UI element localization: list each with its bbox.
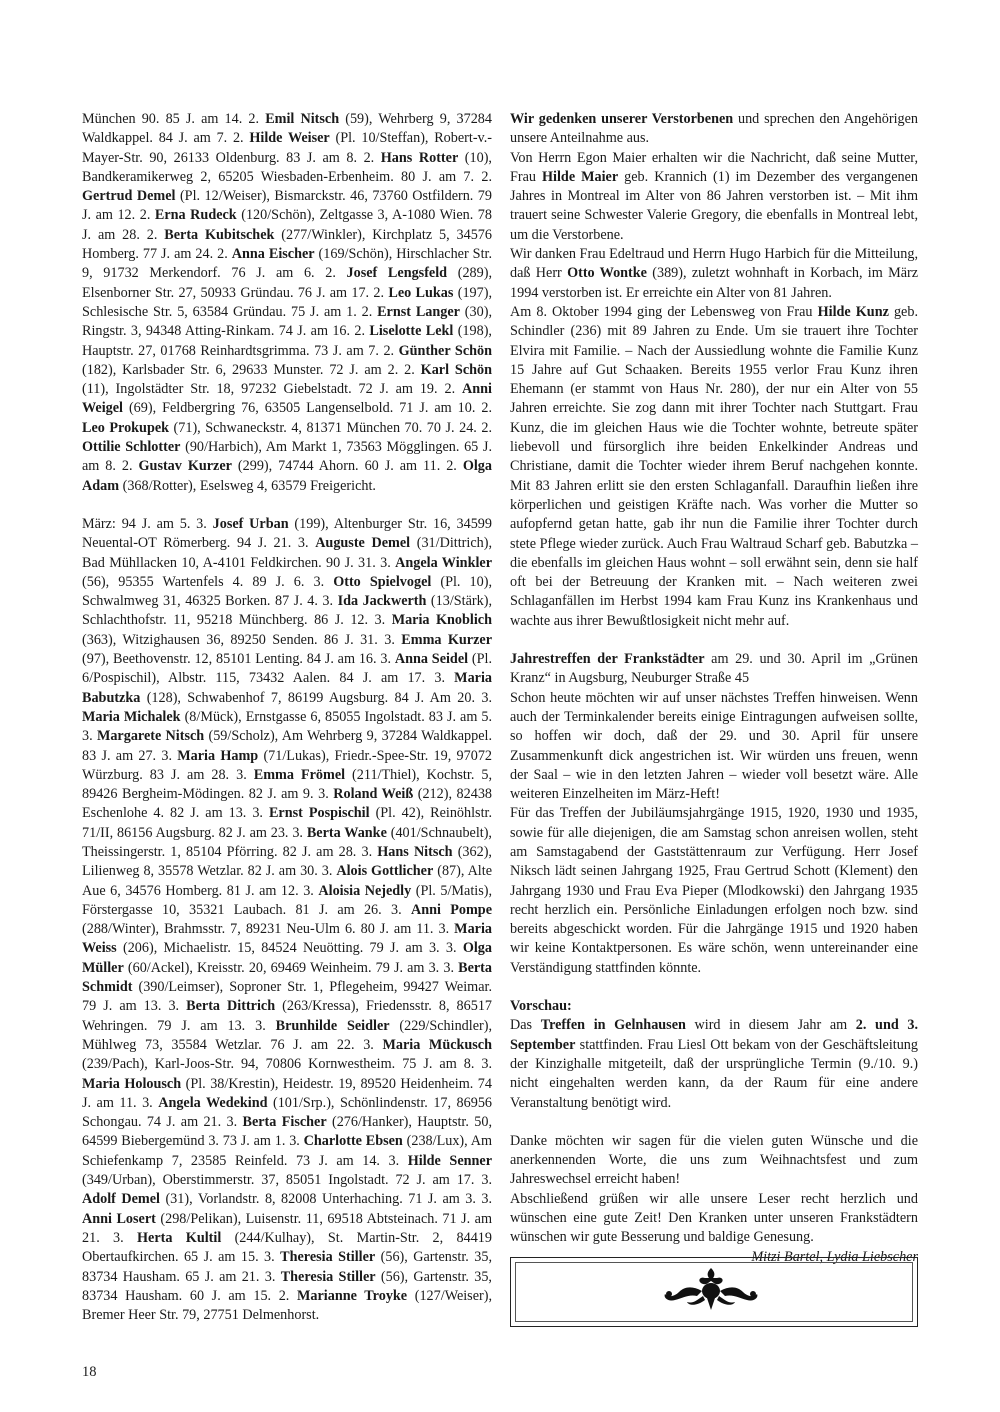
text-run: (128), Schwabenhof 7, 86199 Augsburg. 84 J. Am 20. 3. — [140, 689, 492, 706]
bold-name: Roland Weiß — [333, 786, 414, 803]
text-run: (368/Rotter), Eselsweg 4, 63579 Freigericht. — [119, 477, 376, 494]
text-run: (71), Schwaneckstr. 4, 81371 München 70. 70 J. 24. 2. — [169, 419, 492, 436]
text-run: (206), Michaelistr. 15, 84524 Neuötting. 79 J. am 3. 3. — [116, 940, 463, 957]
bold-name: Theresia Stiller — [280, 1249, 376, 1266]
bold-name: Margarete Nitsch — [96, 728, 205, 745]
bold-name: Anna Eischer — [231, 246, 315, 263]
bold-name: Otto Wontke — [567, 265, 647, 282]
text-run: (362), Lilienweg 8, 35578 Wetzlar. 82 J. am 30. 3. — [82, 843, 492, 880]
text-run: am 29. und 30. April im „Grünen Kranz“ in Augsburg, Neuburger Straße 45 — [510, 651, 918, 687]
bold-name: Brunhilde Seidler — [275, 1017, 390, 1034]
jubilee-text — [510, 804, 918, 978]
bold-name: Jahrestreffen der Frankstädter — [510, 651, 705, 668]
text-run: Für das Treffen der Jubiläumsjahrgänge 1915, 1920, 1930 und 1935, sowie für alle diejenigen, die am Samstag schon anreisen wollen, steht am Samstagabend der Gaststättenraum zur Verfügung. Herr Josef Niksch lädt seinen Jahrgang 1925, Frau Gertrud Schott (Klement) den Jahrgang 1930 und Frau Eva Pieper (Mlodkowski) den Jahrgang 1935 recht herzlich ein. Persönliche Einladungen erfolgen noch bzw. sind bereits abgeschickt worden. Für die Jahrgänge 1915 und 1920 haben wir keine Kontaktpersonen. Es wäre schön, wenn untereinander eine Verständigung stattfinden könnte. — [510, 805, 918, 976]
bold-name: Ernst Langer — [377, 303, 460, 320]
text-run: (69), Feldbergring 76, 63505 Langenselbold. 71 J. am 10. 2. — [122, 400, 492, 417]
text-run: (298/Pelikan), Luisenstr. 11, 69518 Abtsteinach. 71 J. am 21. 3. — [82, 1210, 492, 1246]
text-run: (30), Ringstr. 3, 94348 Atting-Rinkam. 74 J. am 16. 2. — [82, 303, 492, 340]
bold-name: Günther Schön — [398, 342, 492, 359]
text-run: (212), 82438 Eschenlohe 4. 82 J. am 13. 3. — [82, 786, 493, 822]
text-run: Am 8. Oktober 1994 ging der Lebensweg von Frau — [510, 303, 818, 320]
bold-name: Maria Michalek — [82, 708, 181, 725]
text-run: (59/Scholz), Am Wehrberg 9, 37284 Waldkappel. 83 J. am 27. 3. — [82, 728, 493, 764]
bold-name: Treffen in Gelnhausen — [540, 1017, 686, 1034]
bold-name: Anni Pompe — [410, 901, 492, 918]
text-run: (101/Srp.), Schönlindenstr. 17, 86956 Schongau. 74 J. am 21. 3. — [82, 1094, 493, 1131]
text-run: und sprechen den Angehörigen unsere Anteilnahme aus. — [510, 111, 918, 147]
text-run: Schon heute möchten wir auf unser nächstes Treffen hinweisen. Wenn auch der Terminkalender bereits einige Eintragungen aufweisen sollte, so hoffen wir doch, daß der 29. und 30. April für unsere Zusammenkunft dick angestrichen ist. Wir würden uns freuen, wenn der Saal – wie in den letzten Jahren – wieder voll besetzt wäre. Alle weiteren Einzelheiten im März-Heft! — [510, 689, 918, 803]
bold-name: Maria Weiss — [82, 921, 492, 957]
text-run: (229/Schindler), Mühlweg 73, 35584 Wetzlar. 76 J. am 22. 3. — [82, 1017, 493, 1053]
text-run: (Pl. 38/Krestin), Heidestr. 19, 89520 Heidenheim. 74 J. am 11. 3. — [82, 1075, 492, 1111]
bold-name: Hilde Kunz — [817, 303, 889, 320]
text-run: (276/Hanker), Hauptstr. 50, 64599 Biebergemünd 3. 73 J. am 1. 3. — [82, 1114, 492, 1150]
bold-name: Maria Knoblich — [391, 612, 492, 629]
text-run: (363), Witzighausen 36, 89250 Senden. 86 J. 31. 3. — [82, 631, 402, 648]
bold-name: Herta Kultil — [137, 1229, 222, 1246]
bold-name: Hilde Senner — [407, 1152, 492, 1169]
bold-name: Olga Adam — [82, 458, 492, 494]
bold-name: Anni Weigel — [82, 381, 492, 417]
text-run: (31/Dittrich), Bad Mühllacken 10, A-4101 Feldkirchen. 90 J. 31. 3. — [82, 535, 492, 571]
text-run: (8/Mück), Ernstgasse 6, 85055 Ingolstadt. 83 J. am 5. 3. — [82, 708, 492, 745]
text-run: (198), Hauptstr. 27, 01768 Reinhardtsgrimma. 73 J. am 7. 2. — [82, 323, 492, 359]
text-run: (199), Altenburger Str. 16, 34599 Neuental-OT Römerberg. 94 J. 21. 3. — [82, 515, 492, 552]
bold-name: Alois Gottlicher — [336, 863, 434, 880]
text-run: (13/Stärk), Schlachthofstr. 11, 95218 Münchberg. 86 J. 12. 3. — [82, 593, 492, 629]
bold-name: Berta Kubitschek — [164, 226, 275, 243]
text-run: (11), Ingolstädter Str. 18, 97232 Giebelstadt. 72 J. am 19. 2. — [82, 381, 463, 398]
bold-name: Berta Wanke — [306, 824, 387, 841]
text-run: Wir danken Frau Edeltraud und Herrn Hugo Harbich für die Mitteilung, daß Herr — [510, 246, 918, 282]
bold-name: Olga Müller — [82, 940, 492, 976]
page-number: 18 — [82, 1364, 97, 1380]
text-run: (277/Winkler), Kirchplatz 5, 34576 Homberg. 77 J. am 24. 2. — [82, 226, 492, 263]
text-run: (56), 95355 Wartenfels 4. 89 J. 6. 3. — [82, 573, 334, 590]
bold-name: Ida Jackwerth — [337, 593, 427, 610]
text-run: (299), 74744 Ahorn. 60 J. am 11. 2. — [231, 458, 463, 475]
bold-name: Vorschau: — [510, 998, 572, 1015]
text-run: München 90. 85 J. am 14. 2. — [82, 111, 266, 127]
bold-name: Wir gedenken unserer Verstorbenen — [510, 111, 734, 127]
right-column — [510, 110, 918, 1267]
text-run: (244/Kulhay), St. Martin-Str. 2, 84419 Obertaufkirchen. 65 J. am 15. 3. — [82, 1229, 492, 1266]
bold-name: Josef Lengsfeld — [346, 265, 448, 282]
text-run: Von Herrn Egon Maier erhalten wir die Nachricht, daß seine Mutter, Frau — [510, 149, 918, 185]
bold-name: Gustav Kurzer — [138, 458, 232, 475]
bold-name: Ottilie Schlotter — [82, 439, 181, 456]
birthday-list-february — [82, 110, 492, 496]
text-run: (Pl. 10/Steffan), Robert-v.-Mayer-Str. 90, 26133 Oldenburg. 83 J. am 8. 2. — [82, 130, 493, 166]
text-run: Danke möchten wir sagen für die vielen guten Wünsche und die anerkennenden Worte, die uns zum Weihnachtsfest und zum Jahreswechsel erreicht haben! — [510, 1132, 918, 1188]
text-run: wird in diesem Jahr am — [685, 1017, 856, 1034]
text-run: (56), Gartenstr. 35, 83734 Hausham. 60 J. am 15. 2. — [82, 1268, 492, 1304]
bold-name: Ernst Pospischil — [268, 805, 370, 822]
left-column — [82, 110, 492, 1325]
bold-name: Anna Seidel — [394, 651, 469, 668]
text-run: (71/Lukas), Friedr.-Spee-Str. 19, 97072 Würzburg. 83 J. am 28. 3. — [82, 747, 493, 783]
bold-name: Otto Spielvogel — [333, 573, 432, 590]
bold-name: Anni Losert — [82, 1210, 156, 1227]
obituary-intro — [510, 110, 918, 149]
text-run: (90/Harbich), Am Markt 1, 73563 Mögglingen. 65 J. am 8. 2. — [82, 439, 493, 475]
bold-name: Charlotte Ebsen — [303, 1133, 403, 1150]
text-run: (Pl. 6/Pospischil), Albstr. 115, 73432 Aalen. 84 J. am 17. 3. — [82, 651, 492, 687]
birthday-list-march — [82, 515, 492, 1325]
text-run: (401/Schnaubelt), Theissingerstr. 1, 85104 Pförring. 82 J. am 28. 3. — [82, 824, 492, 860]
text-run: Abschließend grüßen wir alle unsere Leser recht herzlich und wünschen eine gute Zeit! Den Kranken unter unseren Frankstädtern wünschen wir gute Besserung und baldige Genesung. — [510, 1190, 918, 1246]
text-run: (59), Wehrberg 9, 37284 Waldkappel. 84 J. am 7. 2. — [82, 111, 492, 147]
bold-name: Marianne Troyke — [297, 1287, 408, 1304]
ornament-frame — [510, 1257, 918, 1327]
text-run: (389), zuletzt wohnhaft in Korbach, im März 1994 verstorben ist. Er erreichte ein Alter von 81 Jahren. — [510, 265, 919, 301]
text-run: (288/Winter), Brahmsstr. 7, 89231 Neu-Ulm 6. 80 J. am 11. 3. — [82, 921, 455, 938]
text-run: (263/Kressa), Friedensstr. 8, 86517 Wehringen. 79 J. am 13. 3. — [82, 998, 493, 1034]
preview-text — [510, 1016, 918, 1112]
obituary-maier — [510, 149, 918, 245]
text-run: stattfinden. Frau Liesl Ott bekam von der Geschäftsleitung der Kinzighalle mitgeteilt, daß der ursprüngliche Termin (9./10. 9.) nicht eingehalten werden kann, da der Raum für eine andere Veranstaltung benötigt wird. — [510, 1036, 918, 1111]
closing-text — [510, 1190, 918, 1248]
text-run: (182), Karlsbader Str. 6, 29633 Munster. 72 J. am 2. 2. — [82, 361, 421, 378]
bold-name: Emma Frömel — [253, 766, 346, 783]
ornament-icon — [659, 1264, 763, 1314]
preview-heading — [510, 997, 918, 1016]
bold-name: Liselotte Lekl — [369, 323, 454, 340]
bold-name: Berta Dittrich — [186, 998, 276, 1015]
bold-name: Hans Rotter — [380, 149, 459, 166]
text-run: Das — [510, 1017, 541, 1034]
text-run: (197), Schlesische Str. 5, 63584 Gründau. 75 J. am 1. 2. — [82, 284, 492, 320]
thanks-text — [510, 1132, 918, 1190]
meeting-heading — [510, 650, 918, 689]
text-run: (238/Lux), Am Schiefenkamp 7, 23585 Reinfeld. 73 J. am 14. 3. — [82, 1133, 492, 1169]
text-run: (120/Schön), Zeltgasse 3, A-1080 Wien. 78 J. am 28. 2. — [82, 207, 492, 243]
text-run: (56), Gartenstr. 35, 83734 Hausham. 65 J. am 21. 3. — [82, 1249, 492, 1285]
text-run: März: 94 J. am 5. 3. — [82, 515, 213, 532]
bold-name: Hans Nitsch — [377, 843, 453, 860]
meeting-text — [510, 689, 918, 805]
text-run: (Pl. 5/Matis), Förstergasse 10, 35321 Laubach. 81 J. am 26. 3. — [82, 882, 492, 918]
bold-name: Hilde Weiser — [249, 130, 330, 147]
text-run: (10), Bandkeramikerweg 2, 65205 Wiesbaden-Erbenheim. 80 J. am 7. 2. — [82, 149, 492, 185]
bold-name: Karl Schön — [420, 361, 492, 378]
text-run: (390/Leimser), Soproner Str. 1, Pflegeheim, 99427 Weimar. 79 J. am 13. 3. — [82, 979, 492, 1015]
text-run: (Pl. 42), Reinöhlstr. 71/II, 86156 Augsburg. 82 J. am 23. 3. — [82, 805, 492, 841]
text-run: (60/Ackel), Kreisstr. 20, 69469 Weinheim. 79 J. am 3. 3. — [123, 959, 459, 976]
bold-name: Emma Kurzer — [401, 631, 492, 648]
bold-name: Angela Wedekind — [158, 1094, 268, 1111]
bold-name: 2. und 3. September — [510, 1017, 918, 1053]
bold-name: Maria Babutzka — [82, 670, 492, 706]
obituary-wontke — [510, 245, 918, 303]
bold-name: Maria Hamp — [177, 747, 259, 764]
bold-name: Adolf Demel — [82, 1191, 160, 1208]
bold-name: Maria Holousch — [82, 1075, 182, 1092]
text-run: (289), Elsenborner Str. 27, 50933 Gründau. 76 J. am 17. 2. — [82, 265, 492, 301]
text-run: (349/Urban), Oberstimmerstr. 37, 85051 Ingolstadt. 72 J. am 17. 3. — [82, 1172, 492, 1189]
text-run: (169/Schön), Hirschlacher Str. 9, 91732 Merkendorf. 76 J. am 6. 2. — [82, 246, 492, 282]
bold-name: Gertrud Demel — [82, 188, 176, 205]
text-run: geb. Krannich (1) im Dezember des vergangenen Jahres in Montreal im Alter von 86 Jahren verstorben ist. – Mit ihm trauert seine Schwester Valerie Gregory, die ebenfalls in Montreal lebt, um die Verstorbene. — [510, 168, 918, 243]
bold-name: Hilde Maier — [542, 168, 619, 185]
text-run: (211/Thiel), Kochstr. 5, 89426 Bergheim-Mödingen. 82 J. am 9. 3. — [82, 766, 493, 803]
bold-name: Theresia Stiller — [280, 1268, 376, 1285]
bold-name: Auguste Demel — [315, 535, 411, 552]
bold-name: Aloisia Nejedly — [318, 882, 412, 899]
bold-name: Angela Winkler — [395, 554, 493, 571]
text-run: geb. Schindler (236) mit 89 Jahren zu Ende. Um sie trauert ihre Tochter Elvira mit Familie. – Nach der Aussiedlung wohnte die Familie Kunz 15 Jahre auf Gut Schaaken. Bereits 1955 verlor Frau Kunz ihren Ehemann (er stammt von Haus Nr. 280), der nur ein Alter von 55 Jahren erreichte. Sie zog dann mit ihrer Tochter nach Stuttgart. Frau Kunz, die im gleichen Haus wie die Tochter wohnte, betreute später liebevoll und fürsorglich ihre beiden Enkelkinder Andreas und Christiane, damit die Tochter wieder ihrem Beruf nachgehen konnte. Mit 83 Jahren erlitt sie den ersten Schlaganfall. Daraufhin ließen ihre körperlichen und geistigen Kräfte nach. Was vorher die Mutter so aufopfernd getan hatte, gab ihr nun die Familie ihrer Tochter durch stete Pflege wieder zurück. Auch Frau Waltraud Scharf geb. Babutzka – die ebenfalls im gleichen Haus wohnt – soll erwähnt sein, denn sie half oft bei der Betreuung der Kranken mit. – Nach weiteren zwei Schlaganfällen im Herbst 1994 kam Frau Kunz ins Krankenhaus und wachte aus ihrer Bewußtlosigkeit nicht mehr auf. — [510, 303, 918, 629]
obituary-kunz — [510, 303, 918, 631]
bold-name: Leo Lukas — [388, 284, 454, 301]
bold-name: Berta Fischer — [242, 1114, 327, 1131]
bold-name: Leo Prokupek — [82, 419, 170, 436]
bold-name: Josef Urban — [212, 515, 289, 532]
text-run: (97), Beethovenstr. 12, 85101 Lenting. 84 J. am 16. 3. — [82, 651, 395, 668]
signature: Mitzi Bartel, Lydia Liebscher — [751, 1248, 918, 1265]
text-run: (87), Alte Aue 6, 34576 Homberg. 81 J. am 12. 3. — [82, 863, 492, 899]
bold-name: Erna Rudeck — [154, 207, 237, 224]
text-run: (239/Pach), Karl-Joos-Str. 94, 70806 Kornwestheim. 75 J. am 8. 3. — [82, 1056, 492, 1073]
text-run: (31), Vorlandstr. 8, 82008 Unterhaching. 71 J. am 3. 3. — [159, 1191, 493, 1208]
text-run: (Pl. 12/Weiser), Bismarckstr. 46, 73760 Ostfildern. 79 J. am 12. 2. — [82, 188, 492, 224]
bold-name: Berta Schmidt — [82, 959, 492, 996]
bold-name: Maria Mückusch — [382, 1036, 492, 1053]
text-run: (127/Weiser), Bremer Heer Str. 79, 27751 Delmenhorst. — [82, 1287, 492, 1324]
text-run: (Pl. 10), Schwalmweg 31, 46325 Borken. 87 J. 4. 3. — [82, 573, 493, 610]
bold-name: Emil Nitsch — [265, 111, 340, 127]
